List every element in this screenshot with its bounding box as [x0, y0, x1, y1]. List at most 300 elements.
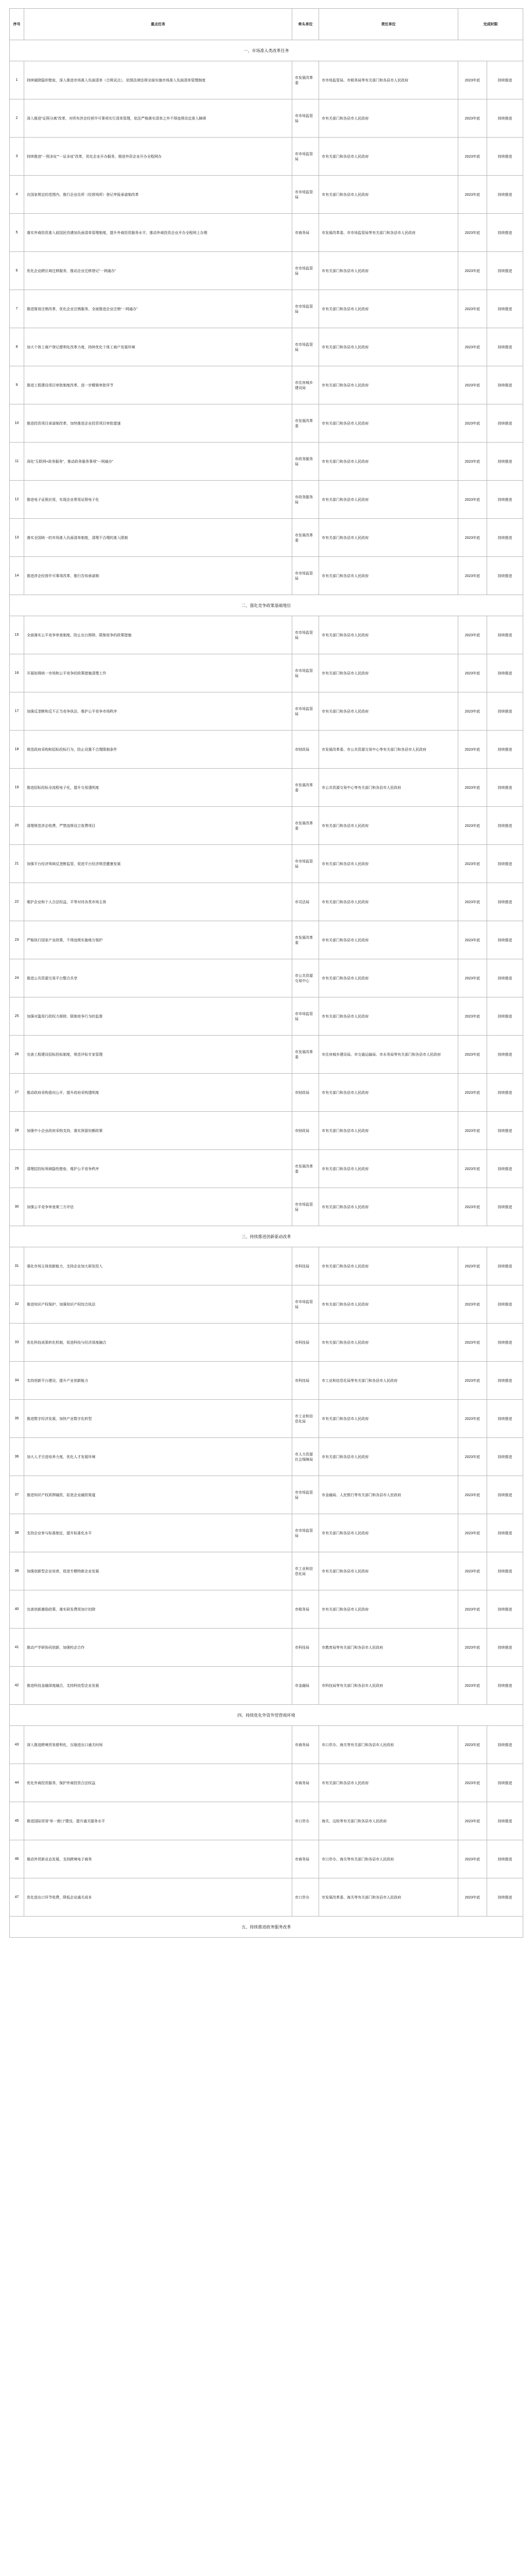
row-lead-unit: 市政务服务局: [292, 443, 319, 481]
document-page: [9, 8, 523, 2574]
row-responsible-units: 市有关部门和各县市人民政府: [319, 692, 458, 731]
row-index: 38: [10, 1514, 24, 1552]
row-task: 加强对滥用行政权力排除、限制竞争行为的监督: [24, 997, 292, 1036]
row-status: 持续推进: [487, 1188, 523, 1226]
row-index: 15: [10, 616, 24, 654]
row-lead-unit: 市财政局: [292, 1112, 319, 1150]
row-deadline: 2023年底: [458, 1802, 487, 1840]
row-lead-unit: 市口岸办: [292, 1802, 319, 1840]
section-title: 三、持续推进创新驱动改革: [10, 1226, 523, 1247]
row-lead-unit: 市商务局: [292, 1726, 319, 1764]
row-task: 清理招投标领域隐性壁垒，维护公平竞争秩序: [24, 1150, 292, 1188]
row-lead-unit: 市市场监管局: [292, 1188, 319, 1226]
row-index: 39: [10, 1552, 24, 1590]
row-deadline: 2023年底: [458, 366, 487, 404]
row-task: 支持企业参与标准制定，提升标准化水平: [24, 1514, 292, 1552]
row-responsible-units: 市有关部门和各县市人民政府: [319, 99, 458, 138]
table-row: [10, 1247, 523, 1285]
row-status: 持续推进: [487, 997, 523, 1036]
row-lead-unit: 市工业和信息化局: [292, 1400, 319, 1438]
row-status: 持续推进: [487, 731, 523, 769]
row-lead-unit: 市科技局: [292, 1362, 319, 1400]
row-index: 8: [10, 328, 24, 366]
table-row: [10, 883, 523, 921]
row-responsible-units: 市有关部门和各县市人民政府: [319, 1400, 458, 1438]
row-index: 44: [10, 1764, 24, 1802]
table-row: [10, 1802, 523, 1840]
table-row: [10, 557, 523, 595]
row-deadline: 2023年底: [458, 616, 487, 654]
row-index: 7: [10, 290, 24, 328]
row-status: 持续推进: [487, 1878, 523, 1917]
row-task: 推进知识产权质押融资，拓宽企业融资渠道: [24, 1476, 292, 1514]
row-lead-unit: 市商务局: [292, 1764, 319, 1802]
row-task: 加强中小企业政府采购支持，落实预留份额政策: [24, 1112, 292, 1150]
row-lead-unit: 市市场监管局: [292, 845, 319, 883]
row-task: 加强平台经济领域反垄断监管，促进平台经济规范健康发展: [24, 845, 292, 883]
table-row: [10, 481, 523, 519]
row-index: 18: [10, 731, 24, 769]
row-index: 29: [10, 1150, 24, 1188]
row-responsible-units: 市有关部门和各县市人民政府: [319, 997, 458, 1036]
row-deadline: 2023年底: [458, 1476, 487, 1514]
table-row: [10, 1438, 523, 1476]
row-lead-unit: 市市场监管局: [292, 997, 319, 1036]
row-lead-unit: 市发展改革委: [292, 61, 319, 99]
table-row: [10, 769, 523, 807]
row-index: 17: [10, 692, 24, 731]
row-status: 持续推进: [487, 1247, 523, 1285]
row-task: 完善工程建设招标投标制度，规范评标专家管理: [24, 1036, 292, 1074]
row-task: 持续破除隐形壁垒，深入推进市场准入负面清单（合规试点），依照法律法规全面实施市场准入负面清单管理制度: [24, 61, 292, 99]
row-task: 规范政府采购和招标投标行为，防止设置不合理限制条件: [24, 731, 292, 769]
row-index: 41: [10, 1629, 24, 1667]
row-deadline: 2023年底: [458, 252, 487, 290]
table-row: [10, 176, 523, 214]
row-index: 42: [10, 1667, 24, 1705]
row-responsible-units: 市有关部门和各县市人民政府: [319, 1324, 458, 1362]
row-deadline: 2023年底: [458, 1764, 487, 1802]
row-lead-unit: 市市场监管局: [292, 616, 319, 654]
row-task: 落实全国统一的市场准入负面清单制度，清理不合理的准入限制: [24, 519, 292, 557]
row-lead-unit: 市司法局: [292, 883, 319, 921]
row-responsible-units: 市金融局、人民银行等有关部门和各县市人民政府: [319, 1476, 458, 1514]
row-responsible-units: 市有关部门和各县市人民政府: [319, 845, 458, 883]
row-responsible-units: 市发展改革委、海关等有关部门和各县市人民政府: [319, 1878, 458, 1917]
row-status: 持续推进: [487, 252, 523, 290]
row-task: 完善创新激励政策，落实研发费用加计扣除: [24, 1590, 292, 1629]
row-lead-unit: 市市场监管局: [292, 1514, 319, 1552]
row-lead-unit: 市住房城乡建设局: [292, 366, 319, 404]
row-lead-unit: 市发展改革委: [292, 769, 319, 807]
section-title: 一、市场准入类改革任务: [10, 40, 523, 61]
row-lead-unit: 市市场监管局: [292, 1476, 319, 1514]
row-status: 持续推进: [487, 443, 523, 481]
row-lead-unit: 市口岸办: [292, 1878, 319, 1917]
row-task: 推进公共资源交易平台整合共享: [24, 959, 292, 997]
header-task: 重点任务: [24, 9, 292, 40]
table-row: [10, 1112, 523, 1150]
row-index: 31: [10, 1247, 24, 1285]
row-index: 5: [10, 214, 24, 252]
row-task: 推进招标投标全流程电子化，提升交易透明度: [24, 769, 292, 807]
row-status: 持续推进: [487, 1840, 523, 1878]
table-row: [10, 921, 523, 959]
row-responsible-units: 市住房城乡建设局、市交通运输局、市水务局等有关部门和各县市人民政府: [319, 1036, 458, 1074]
row-responsible-units: 市有关部门和各县市人民政府: [319, 1590, 458, 1629]
row-lead-unit: 市税务局: [292, 1590, 319, 1629]
row-status: 持续推进: [487, 290, 523, 328]
row-deadline: 2023年底: [458, 1552, 487, 1590]
row-deadline: 2023年底: [458, 692, 487, 731]
row-task: 推动产学研协同创新，加强校企合作: [24, 1629, 292, 1667]
table-row: [10, 214, 523, 252]
table-row: [10, 61, 523, 99]
row-index: 3: [10, 138, 24, 176]
row-task: 深入推进跨境贸易便利化，压缩进出口通关时间: [24, 1726, 292, 1764]
row-responsible-units: 市有关部门和各县市人民政府: [319, 1188, 458, 1226]
row-deadline: 2023年底: [458, 654, 487, 692]
table-row: [10, 1188, 523, 1226]
row-deadline: 2023年底: [458, 1840, 487, 1878]
row-index: 11: [10, 443, 24, 481]
row-task: 强化市场主体创新能力，支持企业加大研发投入: [24, 1247, 292, 1285]
row-deadline: 2023年底: [458, 921, 487, 959]
table-row: [10, 366, 523, 404]
table-row: [10, 1150, 523, 1188]
table-row: [10, 1285, 523, 1324]
table-row: [10, 997, 523, 1036]
row-task: 清理规范涉企收费，严禁违规设立收费项目: [24, 807, 292, 845]
table-row: [10, 519, 523, 557]
row-status: 持续推进: [487, 1438, 523, 1476]
row-index: 28: [10, 1112, 24, 1150]
row-deadline: 2023年底: [458, 443, 487, 481]
row-status: 持续推进: [487, 1726, 523, 1764]
row-status: 持续推进: [487, 481, 523, 519]
table-row: [10, 692, 523, 731]
row-task: 推动政府采购意向公开，提升政府采购透明度: [24, 1074, 292, 1112]
row-lead-unit: 市公共资源交易中心: [292, 959, 319, 997]
row-deadline: 2023年底: [458, 1629, 487, 1667]
row-responsible-units: 市有关部门和各县市人民政府: [319, 1552, 458, 1590]
table-row: [10, 99, 523, 138]
header-resp: 责任单位: [319, 9, 458, 40]
row-deadline: 2023年底: [458, 883, 487, 921]
row-index: 22: [10, 883, 24, 921]
row-status: 持续推进: [487, 519, 523, 557]
row-lead-unit: 市工业和信息化局: [292, 1552, 319, 1590]
row-task: 在国家规定的范围内，推行企业住所（经营场所）登记申报承诺制改革: [24, 176, 292, 214]
table-row: [10, 616, 523, 654]
row-index: 35: [10, 1400, 24, 1438]
row-responsible-units: 市有关部门和各县市人民政府: [319, 290, 458, 328]
row-status: 持续推进: [487, 1629, 523, 1667]
row-deadline: 2023年底: [458, 1150, 487, 1188]
row-lead-unit: 市科技局: [292, 1629, 319, 1667]
row-task: 开展妨碍统一市场和公平竞争的政策措施清理工作: [24, 654, 292, 692]
row-lead-unit: 市人力资源社会保障局: [292, 1438, 319, 1476]
row-responsible-units: 市工业和信息化局等有关部门和各县市人民政府: [319, 1362, 458, 1400]
row-index: 30: [10, 1188, 24, 1226]
row-index: 36: [10, 1438, 24, 1476]
row-task: 深化“互联网+政务服务”，推动政务服务事项“一网通办”: [24, 443, 292, 481]
row-index: 19: [10, 769, 24, 807]
section-header-row: [10, 595, 523, 616]
row-index: 13: [10, 519, 24, 557]
section-header-row: [10, 1226, 523, 1247]
row-deadline: 2023年底: [458, 138, 487, 176]
row-task: 推进国际贸易“单一窗口”建设，提升通关服务水平: [24, 1802, 292, 1840]
row-task: 维护企业和个人合法权益，平等对待各类市场主体: [24, 883, 292, 921]
row-responsible-units: 市科技局等有关部门和各县市人民政府: [319, 1667, 458, 1705]
row-lead-unit: 市市场监管局: [292, 252, 319, 290]
table-row: [10, 138, 523, 176]
row-responsible-units: 市有关部门和各县市人民政府: [319, 519, 458, 557]
row-index: 32: [10, 1285, 24, 1324]
row-status: 持续推进: [487, 1514, 523, 1552]
row-index: 4: [10, 176, 24, 214]
row-responsible-units: 市发展改革委、市市场监管局等有关部门和各县市人民政府: [319, 214, 458, 252]
row-deadline: 2023年底: [458, 1074, 487, 1112]
row-task: 推进投资项目承诺制改革，加快推进企业投资项目审批提速: [24, 404, 292, 443]
row-responsible-units: 市有关部门和各县市人民政府: [319, 557, 458, 595]
row-status: 持续推进: [487, 1324, 523, 1362]
row-responsible-units: 市有关部门和各县市人民政府: [319, 654, 458, 692]
row-deadline: 2023年底: [458, 731, 487, 769]
row-responsible-units: 市有关部门和各县市人民政府: [319, 959, 458, 997]
row-deadline: 2023年底: [458, 845, 487, 883]
table-row: [10, 845, 523, 883]
table-row: [10, 1667, 523, 1705]
row-task: 推进知识产权保护，加强知识产权综合执法: [24, 1285, 292, 1324]
table-row: [10, 1840, 523, 1878]
table-row: [10, 1476, 523, 1514]
row-status: 持续推进: [487, 61, 523, 99]
row-responsible-units: 市有关部门和各县市人民政府: [319, 616, 458, 654]
row-index: 43: [10, 1726, 24, 1764]
row-index: 10: [10, 404, 24, 443]
row-status: 持续推进: [487, 921, 523, 959]
row-task: 推进电子证照应用，实现企业常用证照电子化: [24, 481, 292, 519]
row-status: 持续推进: [487, 214, 523, 252]
row-status: 持续推进: [487, 404, 523, 443]
row-deadline: 2023年底: [458, 290, 487, 328]
header-lead: 牵头单位: [292, 9, 319, 40]
row-index: 21: [10, 845, 24, 883]
row-index: 34: [10, 1362, 24, 1400]
row-deadline: 2023年底: [458, 1514, 487, 1552]
row-responsible-units: 市市场监管局、市税务局等有关部门和各县市人民政府: [319, 61, 458, 99]
row-status: 持续推进: [487, 1476, 523, 1514]
row-status: 持续推进: [487, 883, 523, 921]
row-deadline: 2023年底: [458, 1324, 487, 1362]
row-deadline: 2023年底: [458, 481, 487, 519]
row-status: 持续推进: [487, 557, 523, 595]
row-responsible-units: 市有关部门和各县市人民政府: [319, 1285, 458, 1324]
row-deadline: 2023年底: [458, 1400, 487, 1438]
row-task: 推进简易注销改革，优化企业注销服务，全面推进企业注销“一网通办”: [24, 290, 292, 328]
row-responsible-units: 市有关部门和各县市人民政府: [319, 807, 458, 845]
header-index: 序号: [10, 9, 24, 40]
row-task: 支持创新平台建设，提升产业创新能力: [24, 1362, 292, 1400]
row-task: 加强公平竞争审查第三方评估: [24, 1188, 292, 1226]
row-index: 23: [10, 921, 24, 959]
row-task: 优化企业跨区域迁移服务，推动企业迁移登记“一网通办”: [24, 252, 292, 290]
row-task: 加大个体工商户登记便利化改革力度，持续优化个体工商户发展环境: [24, 328, 292, 366]
row-deadline: 2023年底: [458, 61, 487, 99]
row-responsible-units: 市有关部门和各县市人民政府: [319, 1247, 458, 1285]
row-index: 24: [10, 959, 24, 997]
row-responsible-units: 市公共资源交易中心等有关部门和各县市人民政府: [319, 769, 458, 807]
row-status: 持续推进: [487, 769, 523, 807]
row-status: 持续推进: [487, 1362, 523, 1400]
row-responsible-units: 市有关部门和各县市人民政府: [319, 1074, 458, 1112]
row-deadline: 2023年底: [458, 557, 487, 595]
row-deadline: 2023年底: [458, 959, 487, 997]
table-row: [10, 1514, 523, 1552]
section-header-row: [10, 1705, 523, 1726]
row-status: 持续推进: [487, 1112, 523, 1150]
row-status: 持续推进: [487, 1074, 523, 1112]
row-responsible-units: 市有关部门和各县市人民政府: [319, 176, 458, 214]
reform-task-table: [9, 8, 523, 1938]
row-status: 持续推进: [487, 99, 523, 138]
row-lead-unit: 市市场监管局: [292, 1285, 319, 1324]
table-row: [10, 1552, 523, 1590]
row-deadline: 2023年底: [458, 1667, 487, 1705]
table-row: [10, 1726, 523, 1764]
row-responsible-units: 海关、边检等有关部门和各县市人民政府: [319, 1802, 458, 1840]
table-row: [10, 1362, 523, 1400]
row-lead-unit: 市市场监管局: [292, 176, 319, 214]
row-task: 加强反垄断和反不正当竞争执法，维护公平竞争市场秩序: [24, 692, 292, 731]
row-status: 持续推进: [487, 692, 523, 731]
row-status: 持续推进: [487, 1285, 523, 1324]
row-lead-unit: 市市场监管局: [292, 99, 319, 138]
table-row: [10, 1878, 523, 1917]
section-title: 二、强化竞争政策基础地位: [10, 595, 523, 616]
row-task: 优化科技成果转化机制，促进科技与经济深度融合: [24, 1324, 292, 1362]
row-index: 45: [10, 1802, 24, 1840]
row-deadline: 2023年底: [458, 1188, 487, 1226]
row-status: 持续推进: [487, 1400, 523, 1438]
row-lead-unit: 市市场监管局: [292, 290, 319, 328]
row-task: 优化外商投资服务，保护外商投资合法权益: [24, 1764, 292, 1802]
row-index: 14: [10, 557, 24, 595]
row-responsible-units: 市有关部门和各县市人民政府: [319, 883, 458, 921]
row-lead-unit: 市发展改革委: [292, 1150, 319, 1188]
row-status: 持续推进: [487, 1802, 523, 1840]
table-row: [10, 1074, 523, 1112]
row-deadline: 2023年底: [458, 99, 487, 138]
row-deadline: 2023年底: [458, 1590, 487, 1629]
section-header-row: [10, 40, 523, 61]
table-row: [10, 290, 523, 328]
table-row: [10, 1324, 523, 1362]
row-deadline: 2023年底: [458, 519, 487, 557]
row-lead-unit: 市金融局: [292, 1667, 319, 1705]
row-task: 推进工程建设项目审批制度改革，进一步精简审批环节: [24, 366, 292, 404]
row-deadline: 2023年底: [458, 1438, 487, 1476]
table-row: [10, 959, 523, 997]
row-status: 持续推进: [487, 1552, 523, 1590]
row-responsible-units: 市有关部门和各县市人民政府: [319, 1764, 458, 1802]
row-responsible-units: 市口岸办、海关等有关部门和各县市人民政府: [319, 1840, 458, 1878]
row-status: 持续推进: [487, 1764, 523, 1802]
row-responsible-units: 市有关部门和各县市人民政府: [319, 366, 458, 404]
row-index: 26: [10, 1036, 24, 1074]
row-lead-unit: 市发展改革委: [292, 404, 319, 443]
row-status: 持续推进: [487, 138, 523, 176]
row-lead-unit: 市商务局: [292, 1840, 319, 1878]
row-status: 持续推进: [487, 1590, 523, 1629]
row-lead-unit: 市市场监管局: [292, 654, 319, 692]
row-index: 20: [10, 807, 24, 845]
table-row: [10, 443, 523, 481]
row-lead-unit: 市发展改革委: [292, 1036, 319, 1074]
row-responsible-units: 市有关部门和各县市人民政府: [319, 328, 458, 366]
row-deadline: 2023年底: [458, 1285, 487, 1324]
row-lead-unit: 市财政局: [292, 731, 319, 769]
row-responsible-units: 市有关部门和各县市人民政府: [319, 404, 458, 443]
row-deadline: 2023年底: [458, 1726, 487, 1764]
row-task: 加大人才引进培养力度，优化人才发展环境: [24, 1438, 292, 1476]
row-index: 16: [10, 654, 24, 692]
row-lead-unit: 市发展改革委: [292, 807, 319, 845]
row-status: 持续推进: [487, 176, 523, 214]
row-responsible-units: 市有关部门和各县市人民政府: [319, 1438, 458, 1476]
row-status: 持续推进: [487, 654, 523, 692]
row-task: 推动外贸新业态发展，支持跨境电子商务: [24, 1840, 292, 1878]
table-row: [10, 1590, 523, 1629]
table-row: [10, 328, 523, 366]
table-header-row: [10, 9, 523, 40]
row-index: 47: [10, 1878, 24, 1917]
row-task: 深入推进“证照分离”改革，对所有涉企经营许可事项实行清单管理，依法严格落实清单之外不得违规设定准入障碍: [24, 99, 292, 138]
row-task: 加强创新型企业培育，促进专精特新企业发展: [24, 1552, 292, 1590]
row-responsible-units: 市有关部门和各县市人民政府: [319, 138, 458, 176]
row-index: 1: [10, 61, 24, 99]
row-responsible-units: 市有关部门和各县市人民政府: [319, 1150, 458, 1188]
row-index: 27: [10, 1074, 24, 1112]
row-status: 持续推进: [487, 366, 523, 404]
row-deadline: 2023年底: [458, 328, 487, 366]
row-deadline: 2023年底: [458, 176, 487, 214]
row-deadline: 2023年底: [458, 214, 487, 252]
row-responsible-units: 市有关部门和各县市人民政府: [319, 921, 458, 959]
row-lead-unit: 市发展改革委: [292, 519, 319, 557]
header-time: 完成时限: [458, 9, 523, 40]
row-responsible-units: 市发展改革委、市公共资源交易中心等有关部门和各县市人民政府: [319, 731, 458, 769]
row-responsible-units: 市有关部门和各县市人民政府: [319, 443, 458, 481]
row-task: 推进数字经济发展，加快产业数字化转型: [24, 1400, 292, 1438]
row-lead-unit: 市市场监管局: [292, 692, 319, 731]
section-title: 五、持续推进政务服务改革: [10, 1917, 523, 1938]
row-status: 持续推进: [487, 328, 523, 366]
section-header-row: [10, 1917, 523, 1938]
row-responsible-units: 市口岸办、海关等有关部门和各县市人民政府: [319, 1726, 458, 1764]
row-lead-unit: 市政务服务局: [292, 481, 319, 519]
section-title: 四、持续优化外资外贸营商环境: [10, 1705, 523, 1726]
row-lead-unit: 市财政局: [292, 1074, 319, 1112]
row-status: 持续推进: [487, 845, 523, 883]
row-responsible-units: 市教育局等有关部门和各县市人民政府: [319, 1629, 458, 1667]
row-lead-unit: 市商务局: [292, 214, 319, 252]
row-index: 37: [10, 1476, 24, 1514]
row-task: 推进涉企经营许可事项改革，推行告知承诺制: [24, 557, 292, 595]
row-deadline: 2023年底: [458, 997, 487, 1036]
